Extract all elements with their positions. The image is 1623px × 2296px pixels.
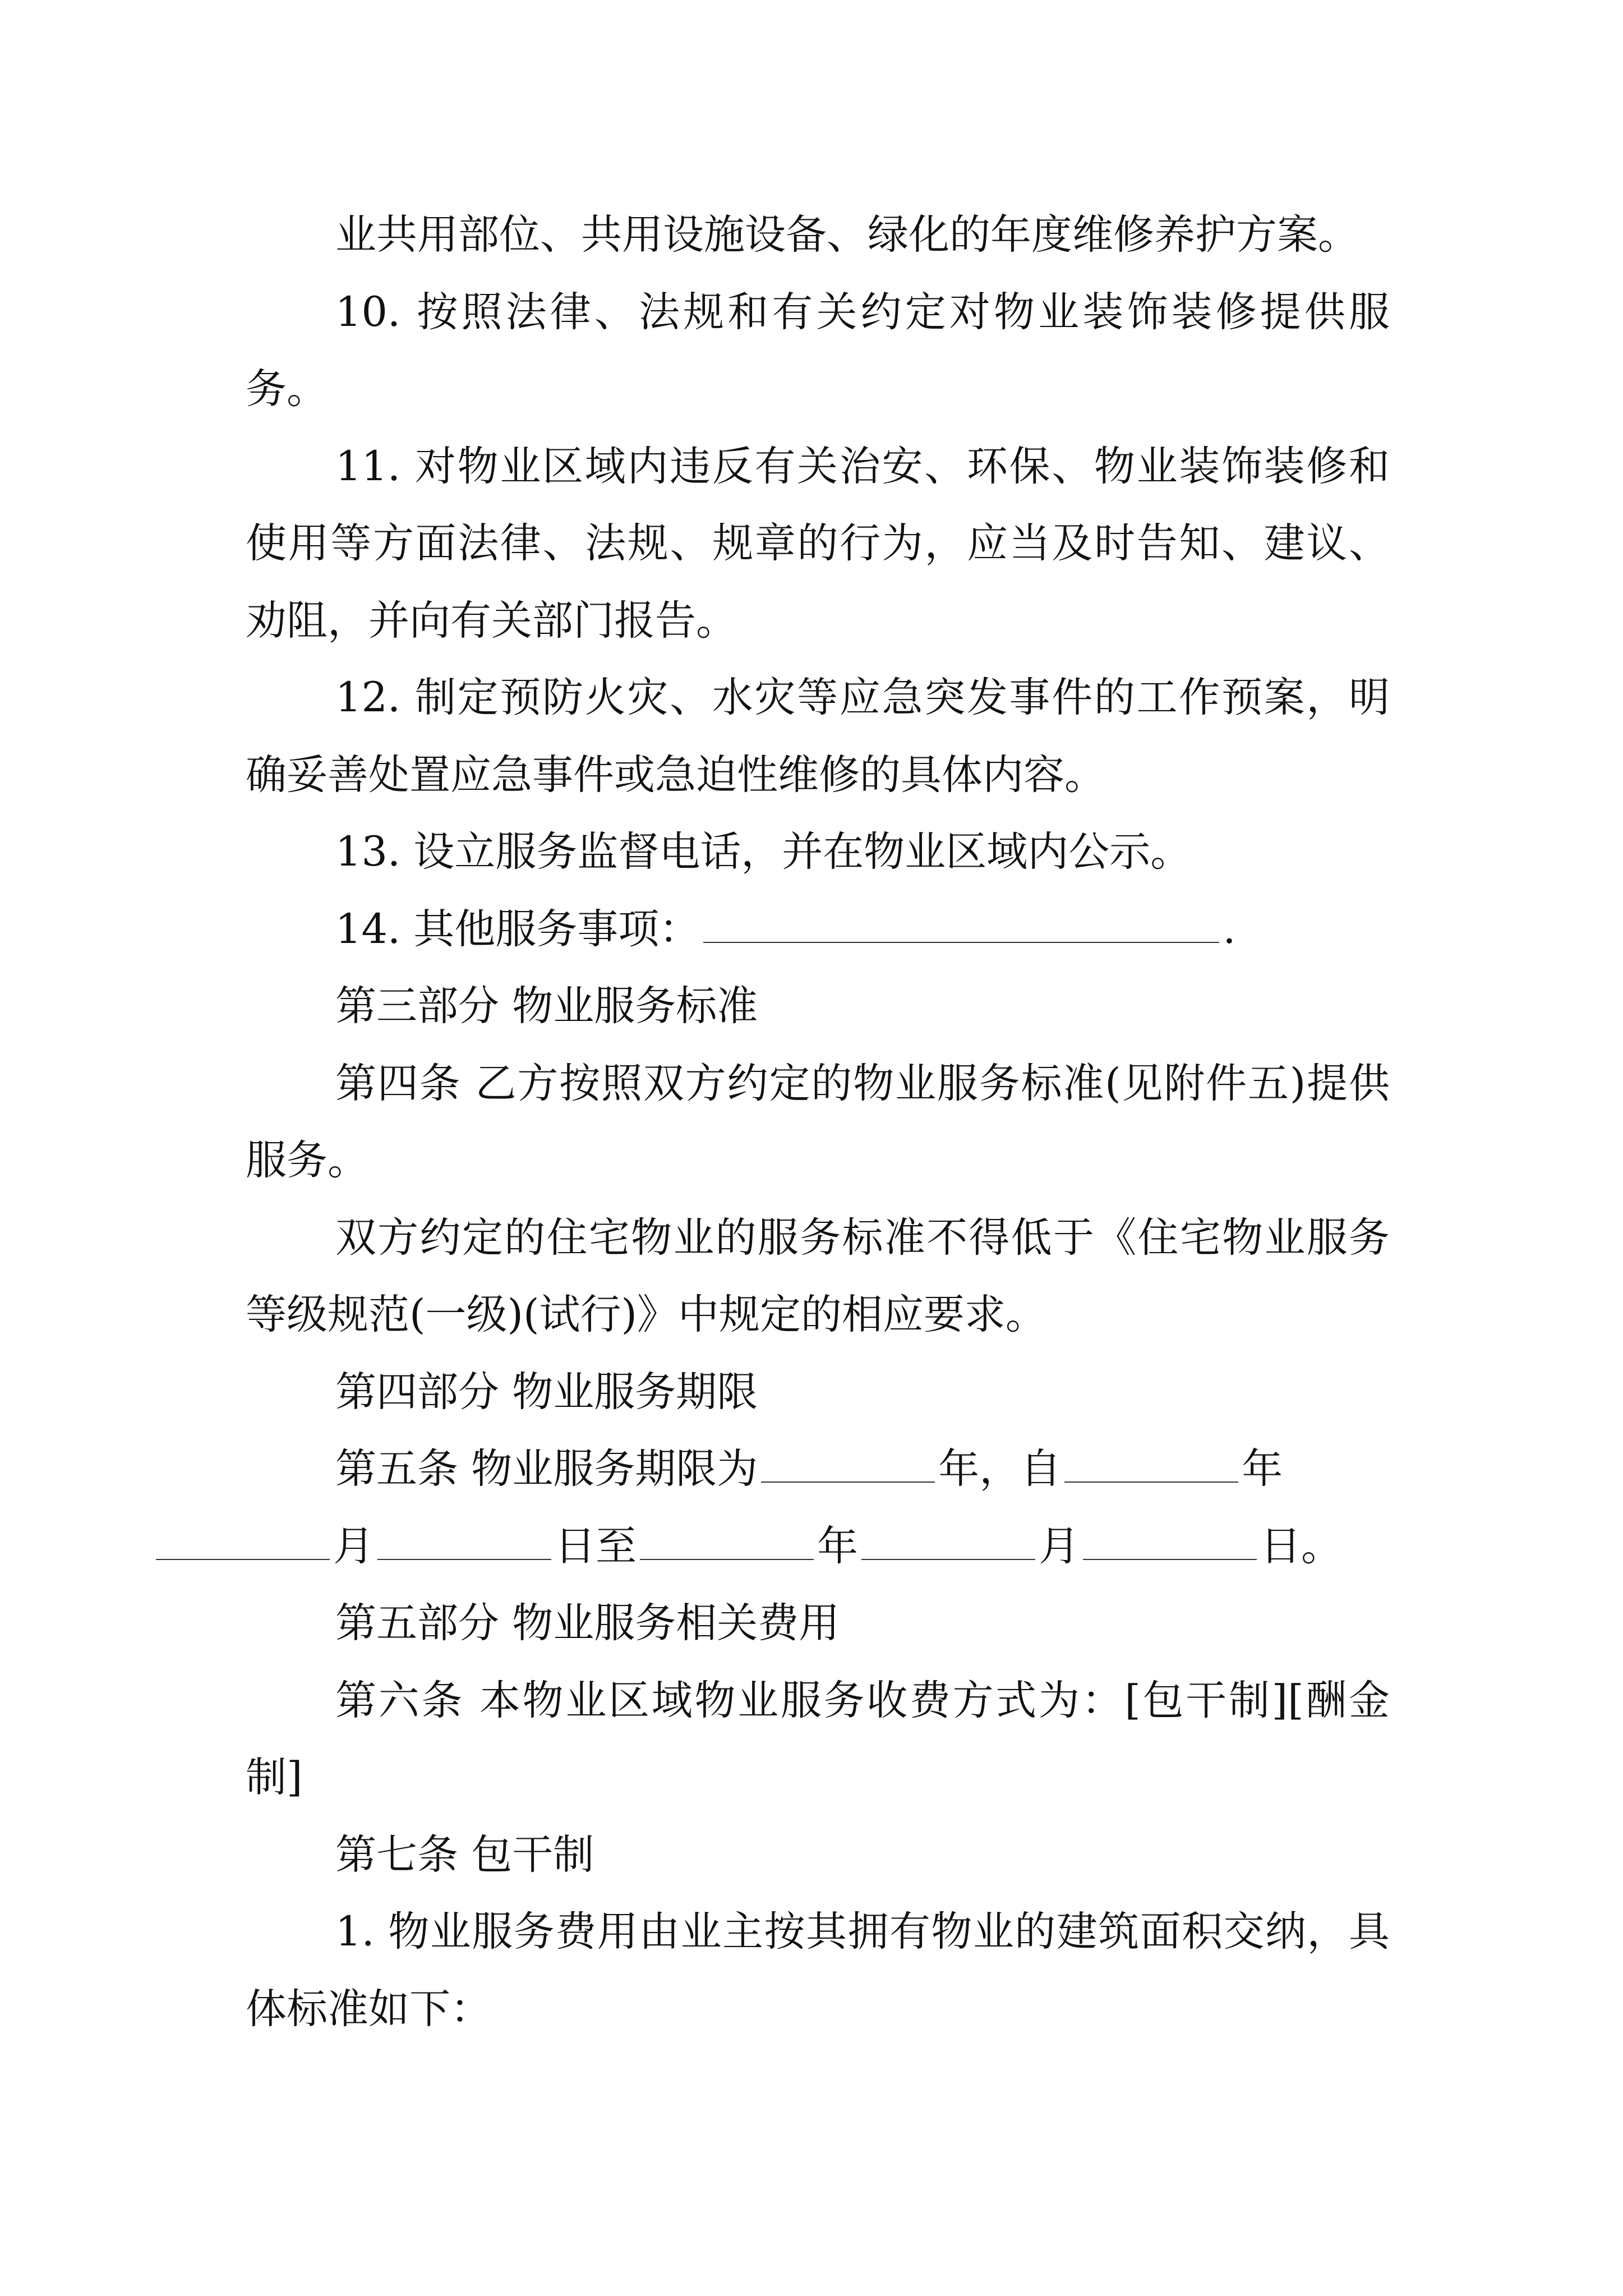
paragraph: 11. 对物业区域内违反有关治安、环保、物业装饰装修和使用等方面法律、法规、规章的行为，应当及时告知、建议、劝阻，并向有关部门报告。 (246, 442, 1390, 645)
term-text: 第五条 物业服务期限为 (335, 1445, 758, 1493)
section-heading: 第三部分 物业服务标准 (335, 982, 758, 1030)
term-text: 年 (817, 1522, 858, 1570)
paragraph: 13. 设立服务监督电话，并在物业区域内公示。 (335, 828, 1192, 876)
paragraph: 双方约定的住宅物业的服务标准不得低于《住宅物业服务等级规范(一级)(试行)》中规定的相应要求。 (246, 1213, 1390, 1338)
term-text: 年，自 (938, 1445, 1062, 1493)
fill-in-blank[interactable] (1064, 1443, 1238, 1483)
term-text: 月 (333, 1522, 374, 1570)
item-label: 14. 其他服务事项： (335, 905, 700, 953)
fill-in-blank[interactable] (640, 1520, 814, 1559)
item-period: . (1223, 905, 1236, 953)
paragraph: 1. 物业服务费用由业主按其拥有物业的建筑面积交纳，具体标准如下： (246, 1908, 1390, 2033)
paragraph: 业共用部位、共用设施设备、绿化的年度维修养护方案。 (335, 211, 1359, 259)
term-text: 年 (1242, 1445, 1283, 1493)
fill-in-blank[interactable] (703, 903, 1219, 942)
document-body (246, 196, 1390, 2047)
term-text: 日至 (555, 1522, 637, 1570)
paragraph: 第六条 本物业区域物业服务收费方式为：[包干制][酬金制] (246, 1676, 1390, 1801)
fill-in-blank[interactable] (761, 1443, 935, 1483)
paragraph: 第七条 包干制 (335, 1830, 594, 1879)
term-text: 日。 (1260, 1522, 1342, 1570)
section-heading: 第五部分 物业服务相关费用 (335, 1599, 840, 1647)
fill-in-blank[interactable] (861, 1520, 1035, 1559)
paragraph-with-blank (246, 891, 1390, 968)
paragraph-with-blanks (246, 1430, 1390, 1585)
section-heading: 第四部分 物业服务期限 (335, 1368, 758, 1416)
term-text: 月 (1039, 1522, 1080, 1570)
fill-in-blank[interactable] (156, 1520, 330, 1559)
paragraph: 10. 按照法律、法规和有关约定对物业装饰装修提供服务。 (246, 288, 1390, 413)
fill-in-blank[interactable] (377, 1520, 551, 1559)
fill-in-blank[interactable] (1083, 1520, 1257, 1559)
paragraph: 12. 制定预防火灾、水灾等应急突发事件的工作预案，明确妥善处置应急事件或急迫性维修的具体内容。 (246, 674, 1390, 799)
paragraph: 第四条 乙方按照双方约定的物业服务标准(见附件五)提供服务。 (246, 1059, 1390, 1184)
